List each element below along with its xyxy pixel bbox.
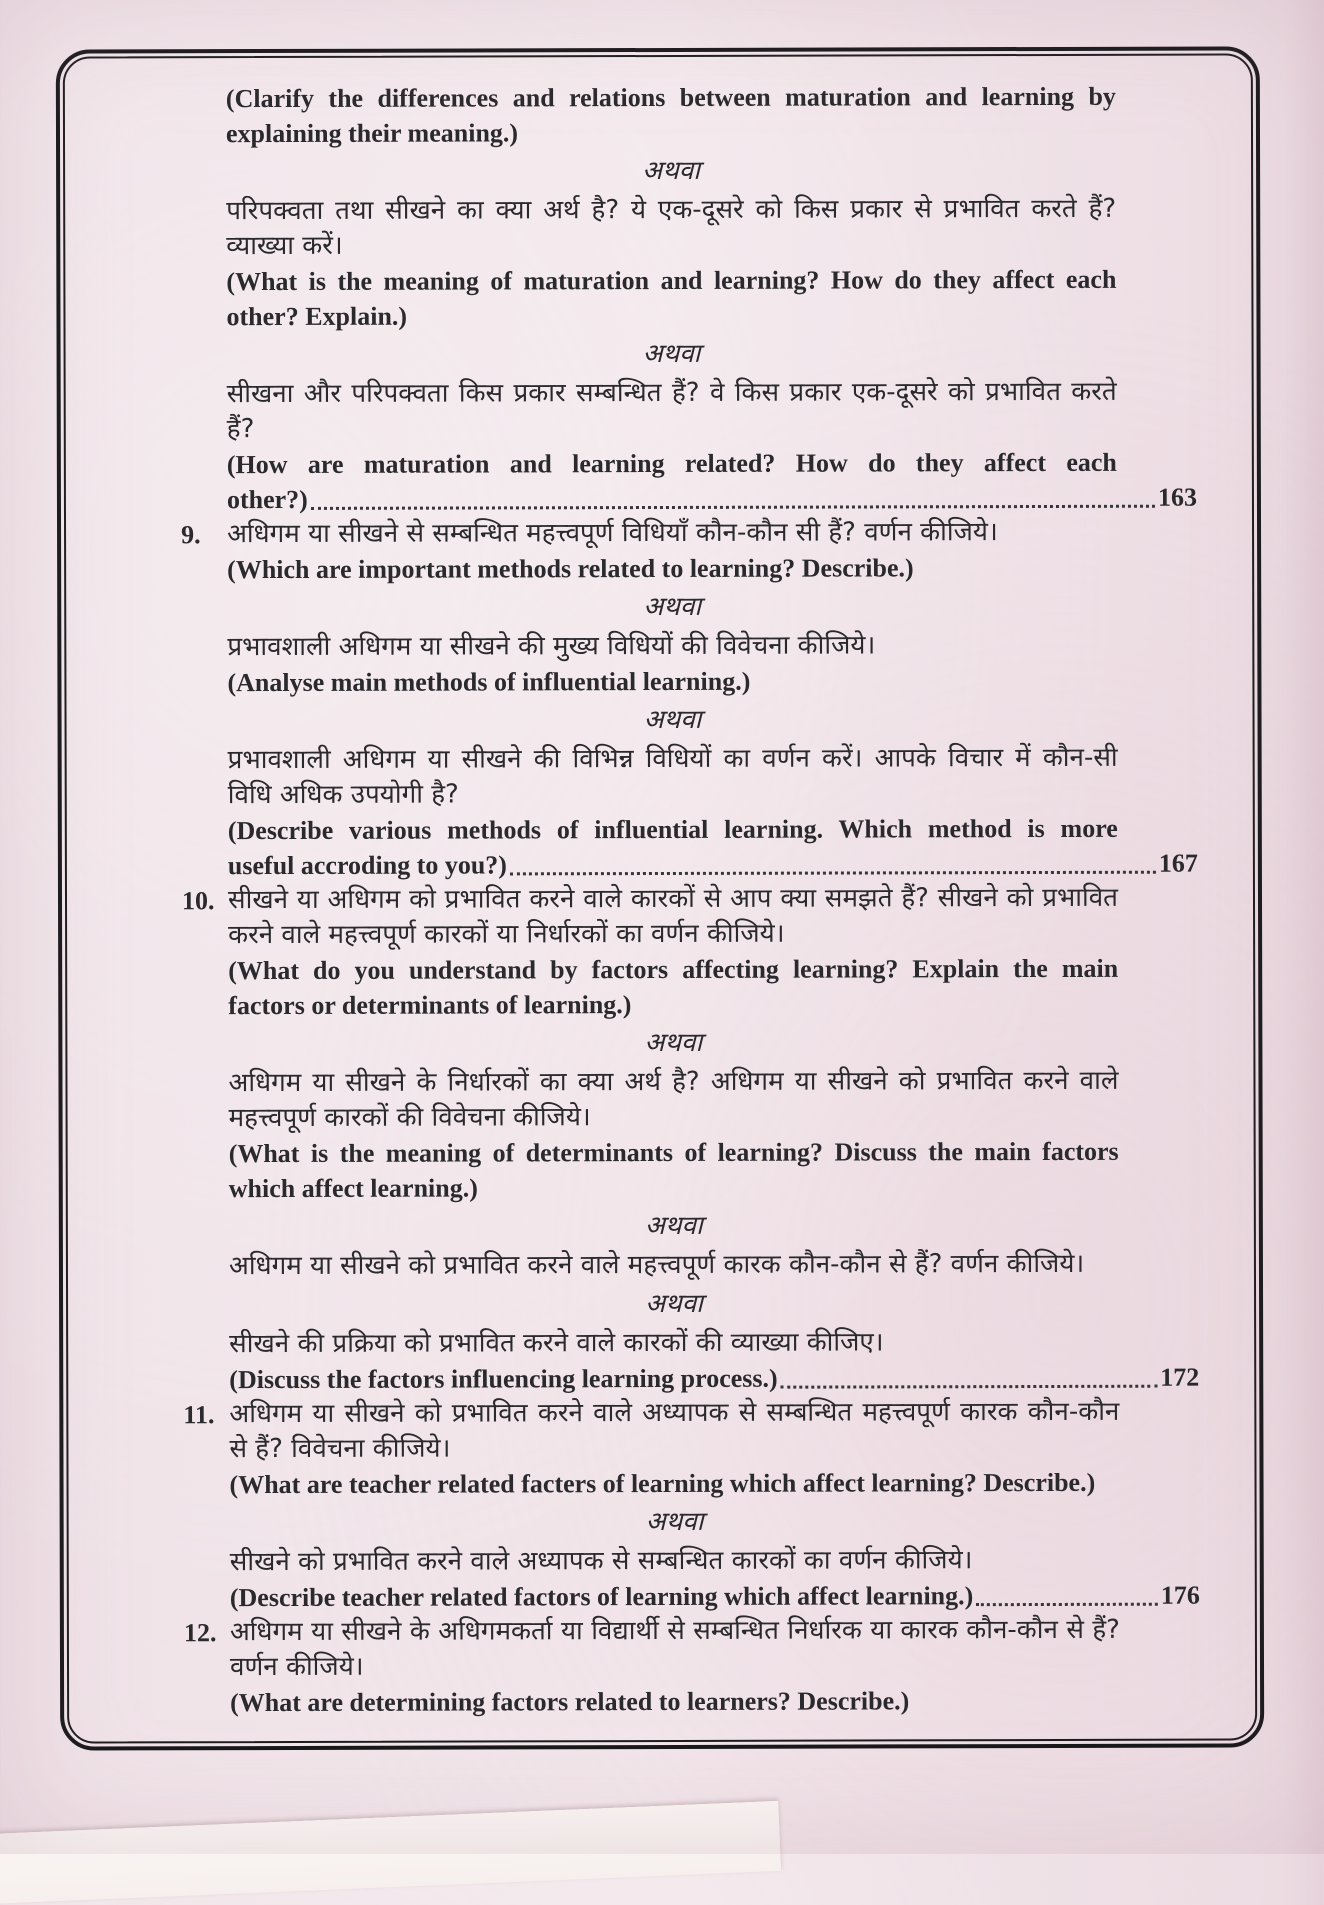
hindi-text: परिपक्वता तथा सीखने का क्या अर्थ है? ये एक-दूसरे को किस प्रकार से प्रभावित करते हैं? व्याख्या करें। [226,193,1117,262]
or-separator: अथवा [644,1027,703,1059]
hindi-text: अधिगम या सीखने से सम्बन्धित महत्त्वपूर्ण विधियाँ कौन-कौन सी हैं? वर्णन कीजिये। [227,517,998,550]
hindi-text: सीखना और परिपक्वता किस प्रकार सम्बन्धित हैं? वे किस प्रकार एक-दूसरे को प्रभावित करते हैं? [226,376,1117,445]
or-separator: अथवा [643,704,702,736]
question-item [181,515,1117,552]
hindi-text: अधिगम या सीखने को प्रभावित करने वाले महत्त्वपूर्ण कारक कौन-कौन से हैं? वर्णन कीजिये। [228,1248,1085,1282]
toc-entry [227,480,1197,518]
page-number: 172 [1160,1362,1200,1392]
or-separator: अथवा [644,1210,703,1242]
toc-entry [230,1578,1200,1616]
english-text: (What are determining factors related to learners? Describe.) [230,1686,910,1718]
english-text: other?) [226,484,308,515]
question-number: 12. [183,1618,217,1648]
dot-leader [781,1385,1158,1389]
english-text: (Which are important methods related to learning? Describe.) [227,553,914,585]
hindi-text: अधिगम या सीखने के अधिगमकर्ता या विद्यार्थी से सम्बन्धित निर्धारक या कारक कौन-कौन से हैं? वर्णन कीजिये। [229,1614,1120,1683]
page-number: 163 [1157,482,1197,512]
hindi-text: सीखने की प्रक्रिया को प्रभावित करने वाले कारकों की व्याख्या कीजिए। [229,1327,884,1360]
english-text: (Analyse main methods of influential learning.) [227,666,751,698]
hindi-text: प्रभावशाली अधिगम या सीखने की मुख्य विधियों की विवेचना कीजिये। [227,630,876,663]
hindi-text: अधिगम या सीखने के निर्धारकों का क्या अर्थ है? अधिगम या सीखने को प्रभावित करने वाले महत्त्वपूर्ण कारकों की विवेचना कीजिये। [228,1065,1119,1134]
english-text: (Discuss the factors influencing learning process.) [229,1363,778,1395]
dot-leader [311,505,1155,510]
question-number: 11. [183,1400,215,1430]
english-text: (Clarify the differences and relations between maturation and learning by explaining their meaning.) [225,81,1116,149]
english-text: (What do you understand by factors affecting learning? Explain the main factors or determinants of learning.) [228,953,1119,1021]
hindi-text: प्रभावशाली अधिगम या सीखने की विभिन्न विधियों का वर्णन करें। आपके विचार में कौन-सी विधि अधिक उपयोगी है? [227,742,1118,811]
english-text: (Describe teacher related factors of learning which affect learning.) [229,1581,974,1613]
question-item [183,1395,1120,1467]
page-number: 167 [1158,848,1198,878]
question-item [183,1613,1120,1685]
english-text: (Describe various methods of influential learning. Which method is more [227,813,1118,846]
hindi-text: अधिगम या सीखने को प्रभावित करने वाले अध्यापक से सम्बन्धित महत्त्वपूर्ण कारक कौन-कौन से हैं? विवेचना कीजिये। [229,1396,1120,1465]
dot-leader [976,1603,1158,1606]
or-separator: अथवा [645,1288,703,1320]
or-separator: अथवा [643,591,702,623]
or-separator: अथवा [642,338,701,370]
question-number: 9. [181,520,201,550]
english-text: (What is the meaning of determinants of learning? Discuss the main factors which affect learning.) [228,1136,1119,1204]
english-text: (What are teacher related facters of learning which affect learning? Describe.) [229,1467,1096,1500]
english-text: (What is the meaning of maturation and learning? How do they affect each other? Explain.) [226,264,1117,332]
or-separator: अथवा [645,1506,704,1538]
toc-entry [229,1360,1199,1398]
question-number: 10. [181,886,215,916]
english-text: useful accroding to you?) [227,850,507,881]
or-separator: अथवा [642,155,700,187]
toc-entry [228,846,1198,884]
dot-leader [510,871,1156,876]
paper-bottom-edge [0,1801,781,1905]
hindi-text: सीखने को प्रभावित करने वाले अध्यापक से सम्बन्धित कारकों का वर्णन कीजिये। [229,1545,973,1578]
page-number: 176 [1160,1580,1200,1610]
question-item [181,881,1119,953]
hindi-text: सीखने या अधिगम को प्रभावित करने वाले कारकों से आप क्या समझते हैं? सीखने को प्रभावित करने वाले महत्त्वपूर्ण कारकों या निर्धारकों का वर्णन कीजिये। [227,882,1119,951]
question-list [60,50,1260,1746]
english-text: (How are maturation and learning related? How do they affect each [226,447,1117,480]
page-frame [56,46,1264,1750]
